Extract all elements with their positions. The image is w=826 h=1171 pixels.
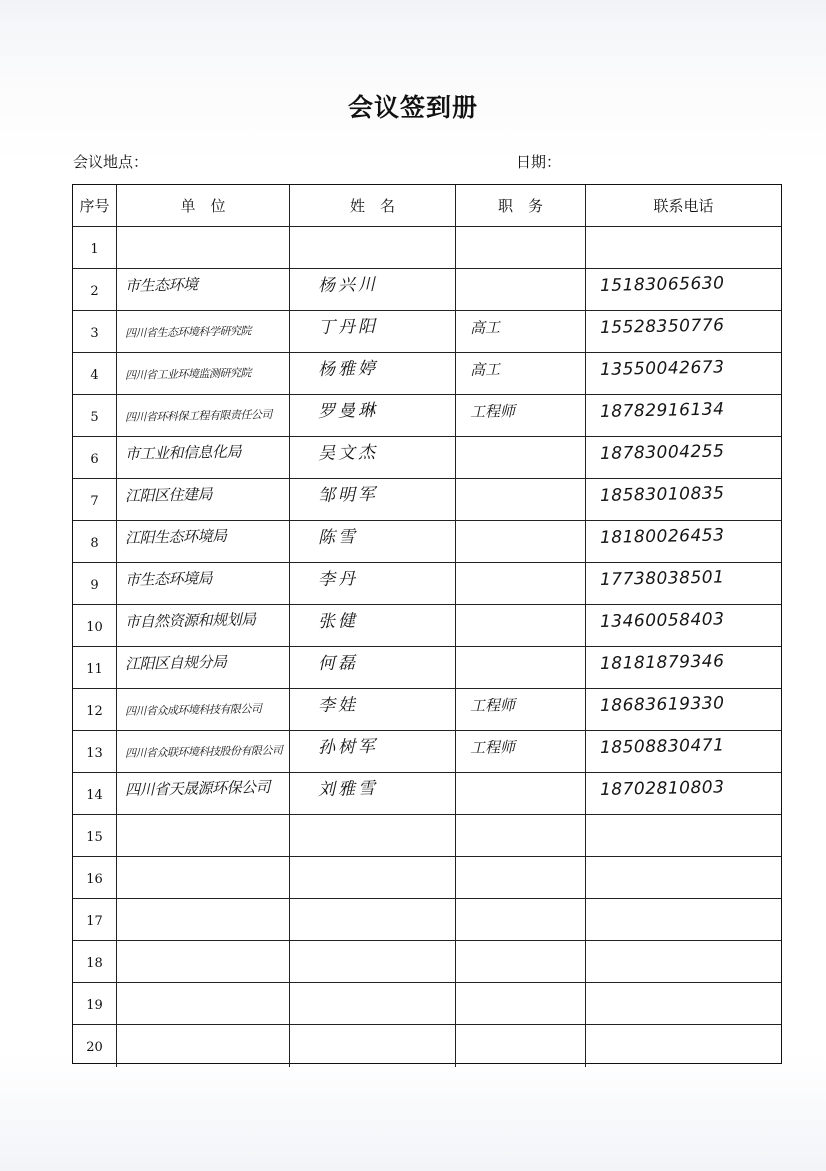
cell-unit [117,353,290,394]
cell-name [290,899,456,940]
handwritten-unit: 江阳生态环境局 [124,526,227,547]
cell-phone [586,857,781,898]
cell-name [290,647,456,688]
cell-name [290,353,456,394]
cell-phone [586,521,781,562]
cell-phone [586,647,781,688]
header-title: 职 务 [456,185,586,226]
handwritten-phone: 18702810803 [599,777,725,800]
cell-no: 10 [73,605,117,646]
table-row [73,899,781,941]
cell-name [290,773,456,814]
handwritten-title: 高工 [469,360,501,379]
handwritten-phone: 18180026453 [599,525,725,548]
cell-title [456,689,586,730]
handwritten-phone: 13550042673 [599,357,725,380]
cell-title [456,773,586,814]
cell-unit [117,647,290,688]
handwritten-phone: 18683619330 [599,693,725,716]
cell-unit [117,773,290,814]
handwritten-title: 工程师 [469,696,516,715]
cell-phone [586,983,781,1024]
header-name: 姓 名 [290,185,456,226]
cell-name [290,563,456,604]
handwritten-phone: 18782916134 [599,399,725,422]
table-row [73,857,781,899]
handwritten-unit: 市生态环境 [124,275,198,295]
cell-phone [586,437,781,478]
table-row [73,773,781,815]
cell-title [456,941,586,982]
cell-no: 5 [73,395,117,436]
cell-name [290,395,456,436]
cell-no: 11 [73,647,117,688]
table-row [73,311,781,353]
cell-name [290,521,456,562]
table-row [73,227,781,269]
cell-title [456,815,586,856]
sign-in-table [72,184,782,1064]
cell-phone [586,731,781,772]
table-row [73,1025,781,1067]
cell-phone [586,311,781,352]
handwritten-phone: 17738038501 [599,567,725,590]
cell-phone [586,941,781,982]
handwritten-phone: 15528350776 [599,315,725,338]
cell-unit [117,899,290,940]
table-row [73,605,781,647]
cell-title [456,647,586,688]
cell-title [456,269,586,310]
cell-unit [117,479,290,520]
cell-title [456,563,586,604]
handwritten-name: 张健 [317,611,359,632]
header-phone: 联系电话 [653,197,714,215]
cell-unit [117,983,290,1024]
handwritten-unit: 江阳区住建局 [124,485,213,505]
handwritten-unit: 市生态环境局 [124,569,213,589]
handwritten-name: 邹明军 [317,484,379,506]
cell-title [456,395,586,436]
cell-no: 15 [73,815,117,856]
cell-name [290,311,456,352]
cell-phone [586,1025,781,1067]
cell-phone [586,899,781,940]
handwritten-phone: 18181879346 [599,651,725,674]
header-no: 序号 [73,185,117,226]
table-row [73,521,781,563]
cell-unit [117,815,290,856]
cell-unit [117,521,290,562]
cell-name [290,227,456,268]
header-unit: 单 位 [117,185,290,226]
cell-title [456,1025,586,1067]
handwritten-unit: 四川省环科保工程有限责任公司 [124,407,273,424]
cell-title [456,857,586,898]
cell-no: 6 [73,437,117,478]
handwritten-unit: 四川省生态环境科学研究院 [124,324,252,340]
cell-no: 14 [73,773,117,814]
cell-name [290,941,456,982]
meeting-date-label: 日期： [516,153,562,171]
meeting-location-label: 会议地点： [73,153,149,171]
cell-name [290,269,456,310]
cell-unit [117,437,290,478]
handwritten-name: 吴文杰 [317,442,379,464]
cell-no: 17 [73,899,117,940]
cell-phone [586,689,781,730]
cell-title [456,899,586,940]
table-row [73,437,781,479]
handwritten-title: 工程师 [469,738,516,757]
handwritten-title: 高工 [469,318,501,337]
cell-title [456,227,586,268]
cell-phone [586,395,781,436]
handwritten-name: 李娃 [317,695,359,716]
handwritten-name: 丁丹阳 [317,316,379,338]
cell-name [290,605,456,646]
handwritten-unit: 市工业和信息化局 [124,442,242,463]
cell-phone [586,605,781,646]
handwritten-unit: 江阳区自规分局 [124,652,227,673]
handwritten-unit: 四川省众成环境科技有限公司 [124,702,262,718]
cell-no: 19 [73,983,117,1024]
cell-unit [117,227,290,268]
cell-name [290,983,456,1024]
cell-name [290,437,456,478]
cell-no: 8 [73,521,117,562]
cell-no: 1 [73,227,117,268]
handwritten-name: 李丹 [317,569,359,590]
handwritten-name: 刘雅雪 [317,778,379,800]
table-row [73,395,781,437]
cell-no: 4 [73,353,117,394]
cell-unit [117,689,290,730]
cell-no: 20 [73,1025,117,1067]
cell-no: 9 [73,563,117,604]
cell-title [456,353,586,394]
handwritten-name: 陈雪 [317,527,359,548]
cell-unit [117,395,290,436]
handwritten-unit: 市自然资源和规划局 [124,610,256,631]
cell-title [456,311,586,352]
cell-no: 12 [73,689,117,730]
cell-title [456,983,586,1024]
cell-title [456,437,586,478]
cell-phone [586,353,781,394]
cell-phone [586,773,781,814]
table-row [73,983,781,1025]
table-row [73,941,781,983]
table-row [73,353,781,395]
cell-name [290,815,456,856]
handwritten-unit: 四川省工业环境监测研究院 [124,366,252,382]
cell-title [456,479,586,520]
cell-name [290,857,456,898]
cell-phone [586,815,781,856]
handwritten-phone: 18783004255 [599,441,725,464]
cell-unit [117,311,290,352]
table-row [73,563,781,605]
cell-unit [117,1025,290,1067]
cell-no: 2 [73,269,117,310]
cell-no: 18 [73,941,117,982]
cell-unit [117,731,290,772]
table-row [73,689,781,731]
cell-unit [117,269,290,310]
cell-unit [117,563,290,604]
cell-phone [586,479,781,520]
table-header-row [73,185,781,227]
handwritten-phone: 18583010835 [599,483,725,506]
handwritten-phone: 15183065630 [599,273,725,296]
handwritten-name: 杨雅婷 [317,358,379,380]
cell-unit [117,857,290,898]
cell-no: 16 [73,857,117,898]
cell-no: 3 [73,311,117,352]
cell-title [456,731,586,772]
handwritten-unit: 四川省众联环境科技股份有限公司 [124,743,283,760]
table-row [73,479,781,521]
handwritten-phone: 13460058403 [599,609,725,632]
handwritten-unit: 四川省天晟源环保公司 [124,777,271,799]
cell-phone [586,269,781,310]
cell-phone [586,563,781,604]
cell-no: 7 [73,479,117,520]
cell-name [290,689,456,730]
table-row [73,647,781,689]
handwritten-name: 杨兴川 [317,274,379,296]
cell-unit [117,941,290,982]
table-row [73,731,781,773]
cell-name [290,731,456,772]
handwritten-phone: 18508830471 [599,735,725,758]
handwritten-name: 孙树军 [317,736,379,758]
cell-unit [117,605,290,646]
handwritten-name: 何磊 [317,653,359,674]
table-row [73,815,781,857]
handwritten-title: 工程师 [469,402,516,421]
table-row [73,269,781,311]
document-title: 会议签到册 [347,93,478,122]
cell-name [290,479,456,520]
cell-phone [586,227,781,268]
cell-title [456,605,586,646]
cell-name [290,1025,456,1067]
cell-title [456,521,586,562]
handwritten-name: 罗曼琳 [317,400,379,422]
cell-no: 13 [73,731,117,772]
